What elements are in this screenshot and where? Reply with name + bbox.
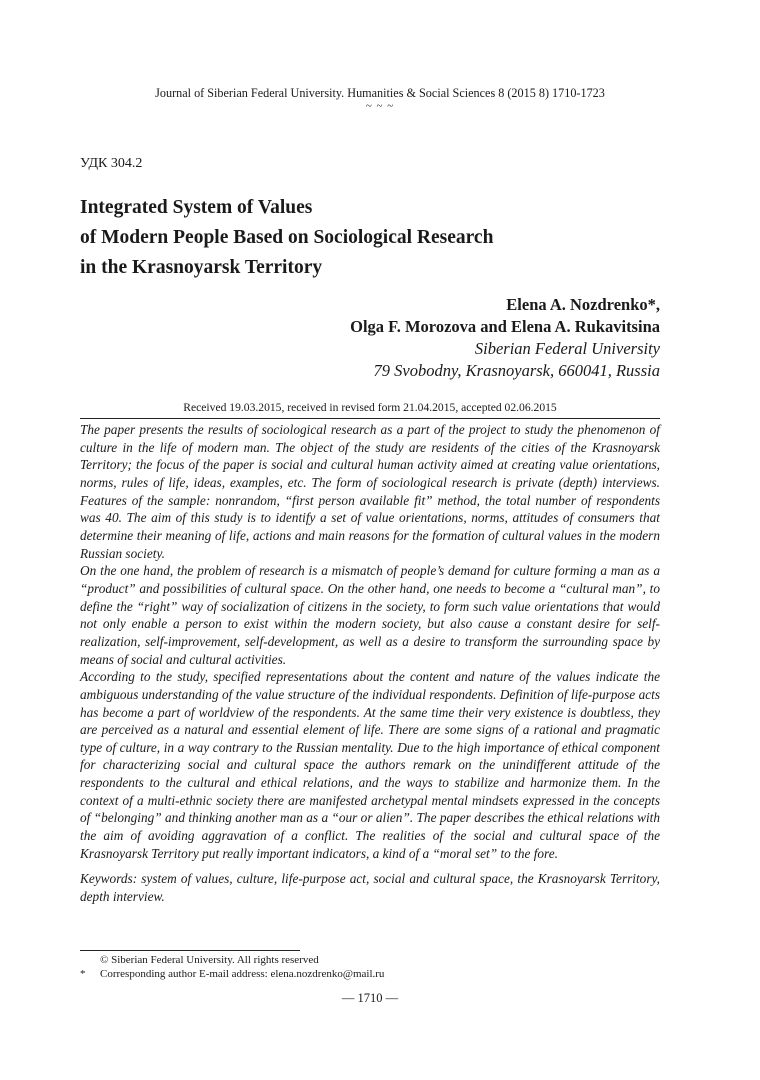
abstract-paragraph: The paper presents the results of sociological research as a part of the project to study the phenomenon of culture in the life of modern man. The object of the study are residents of the cities of the Krasnoyarsk Territory; the focus of the paper is social and cultural human activity aimed at creating value orientations, norms, rules of life, ideas, examples, etc. The form of sociological research is private (depth) interviews. Features of the sample: nonrandom, “first person available fit” method, the total number of respondents was 40. The aim of this study is to identify a set of value orientations, norms, attitudes of consumers that determine their meaning of life, actions and main reasons for the formation of cultural values in the modern Russian society. (80, 422, 660, 561)
header-ornament: ~ ~ ~ (365, 100, 395, 112)
page-number: — 1710 — (341, 991, 399, 1005)
abstract (80, 421, 660, 906)
corresponding-email: Corresponding author E-mail address: elena.nozdrenko@mail.ru (100, 968, 385, 980)
abstract-paragraph: On the one hand, the problem of research is a mismatch of people’s demand for culture forming a man as a “product” and possibilities of cultural space. On the other hand, one needs to become a “cultural man”, to define the “right” way of socialization of citizens in the society, to form such value orientations that would not only enable a person to exist within the modern society, but also cause a constant desire for self-realization, self-improvement, self-development, as well as a desire to transform the surrounding space by means of social and cultural activities. (80, 563, 660, 667)
footnote-copyright (80, 953, 319, 967)
author-line-2: Olga F. Morozova and Elena A. Rukavitsina (350, 317, 660, 336)
address: 79 Svobodny, Krasnoyarsk, 660041, Russia (373, 361, 660, 380)
footnote-divider (80, 950, 300, 951)
keywords: Keywords: system of values, culture, life-purpose act, social and cultural space, the Krasnoyarsk Territory, depth interview. (80, 871, 660, 905)
paper-title (80, 193, 680, 283)
affiliation: Siberian Federal University (474, 339, 660, 358)
copyright-text: © Siberian Federal University. All rights reserved (100, 954, 319, 966)
author-line-1: Elena A. Nozdrenko*, (506, 295, 660, 314)
footnote-corresponding (80, 967, 384, 981)
author-block (350, 294, 660, 382)
abstract-divider (80, 418, 660, 419)
received-dates: Received 19.03.2015, received in revised form 21.04.2015, accepted 02.06.2015 (183, 401, 557, 414)
abstract-paragraph: According to the study, specified representations about the content and nature of the values indicate the ambiguous understanding of the value structure of the individual respondents. Definition of life-purpose acts has become a part of worldview of the respondents. At the same time their very existence is doubtless, they are perceived as a natural and essential element of life. There are some signs of a rational and pragmatic type of culture, in a way contrary to the Russian mentality. Due to the high importance of ethical component for characterizing social and cultural space the authors remark on the unindifferent attitude of the respondents to the cultural and ethical relations, and the ways to stabilize and harmonize them. In the context of a multi-ethnic society there are manifested archetypal mental mindsets expressed in the concepts of “belonging” and thinking another man as a “our or alien”. The paper describes the ethical relations with the aim of avoiding aggravation of a conflict. The realities of the social and cultural space of the Krasnoyarsk Territory put really important indicators, a kind of a “moral set” to the fore. (80, 669, 660, 861)
udk-code: УДК 304.2 (80, 156, 143, 171)
footnote-star: * (80, 968, 86, 980)
title-line: Integrated System of Values (80, 197, 313, 218)
title-line: in the Krasnoyarsk Territory (80, 257, 323, 278)
title-line: of Modern People Based on Sociological Research (80, 227, 494, 248)
journal-header: Journal of Siberian Federal University. Humanities & Social Sciences 8 (2015 8) 1710-1723 (155, 86, 605, 100)
